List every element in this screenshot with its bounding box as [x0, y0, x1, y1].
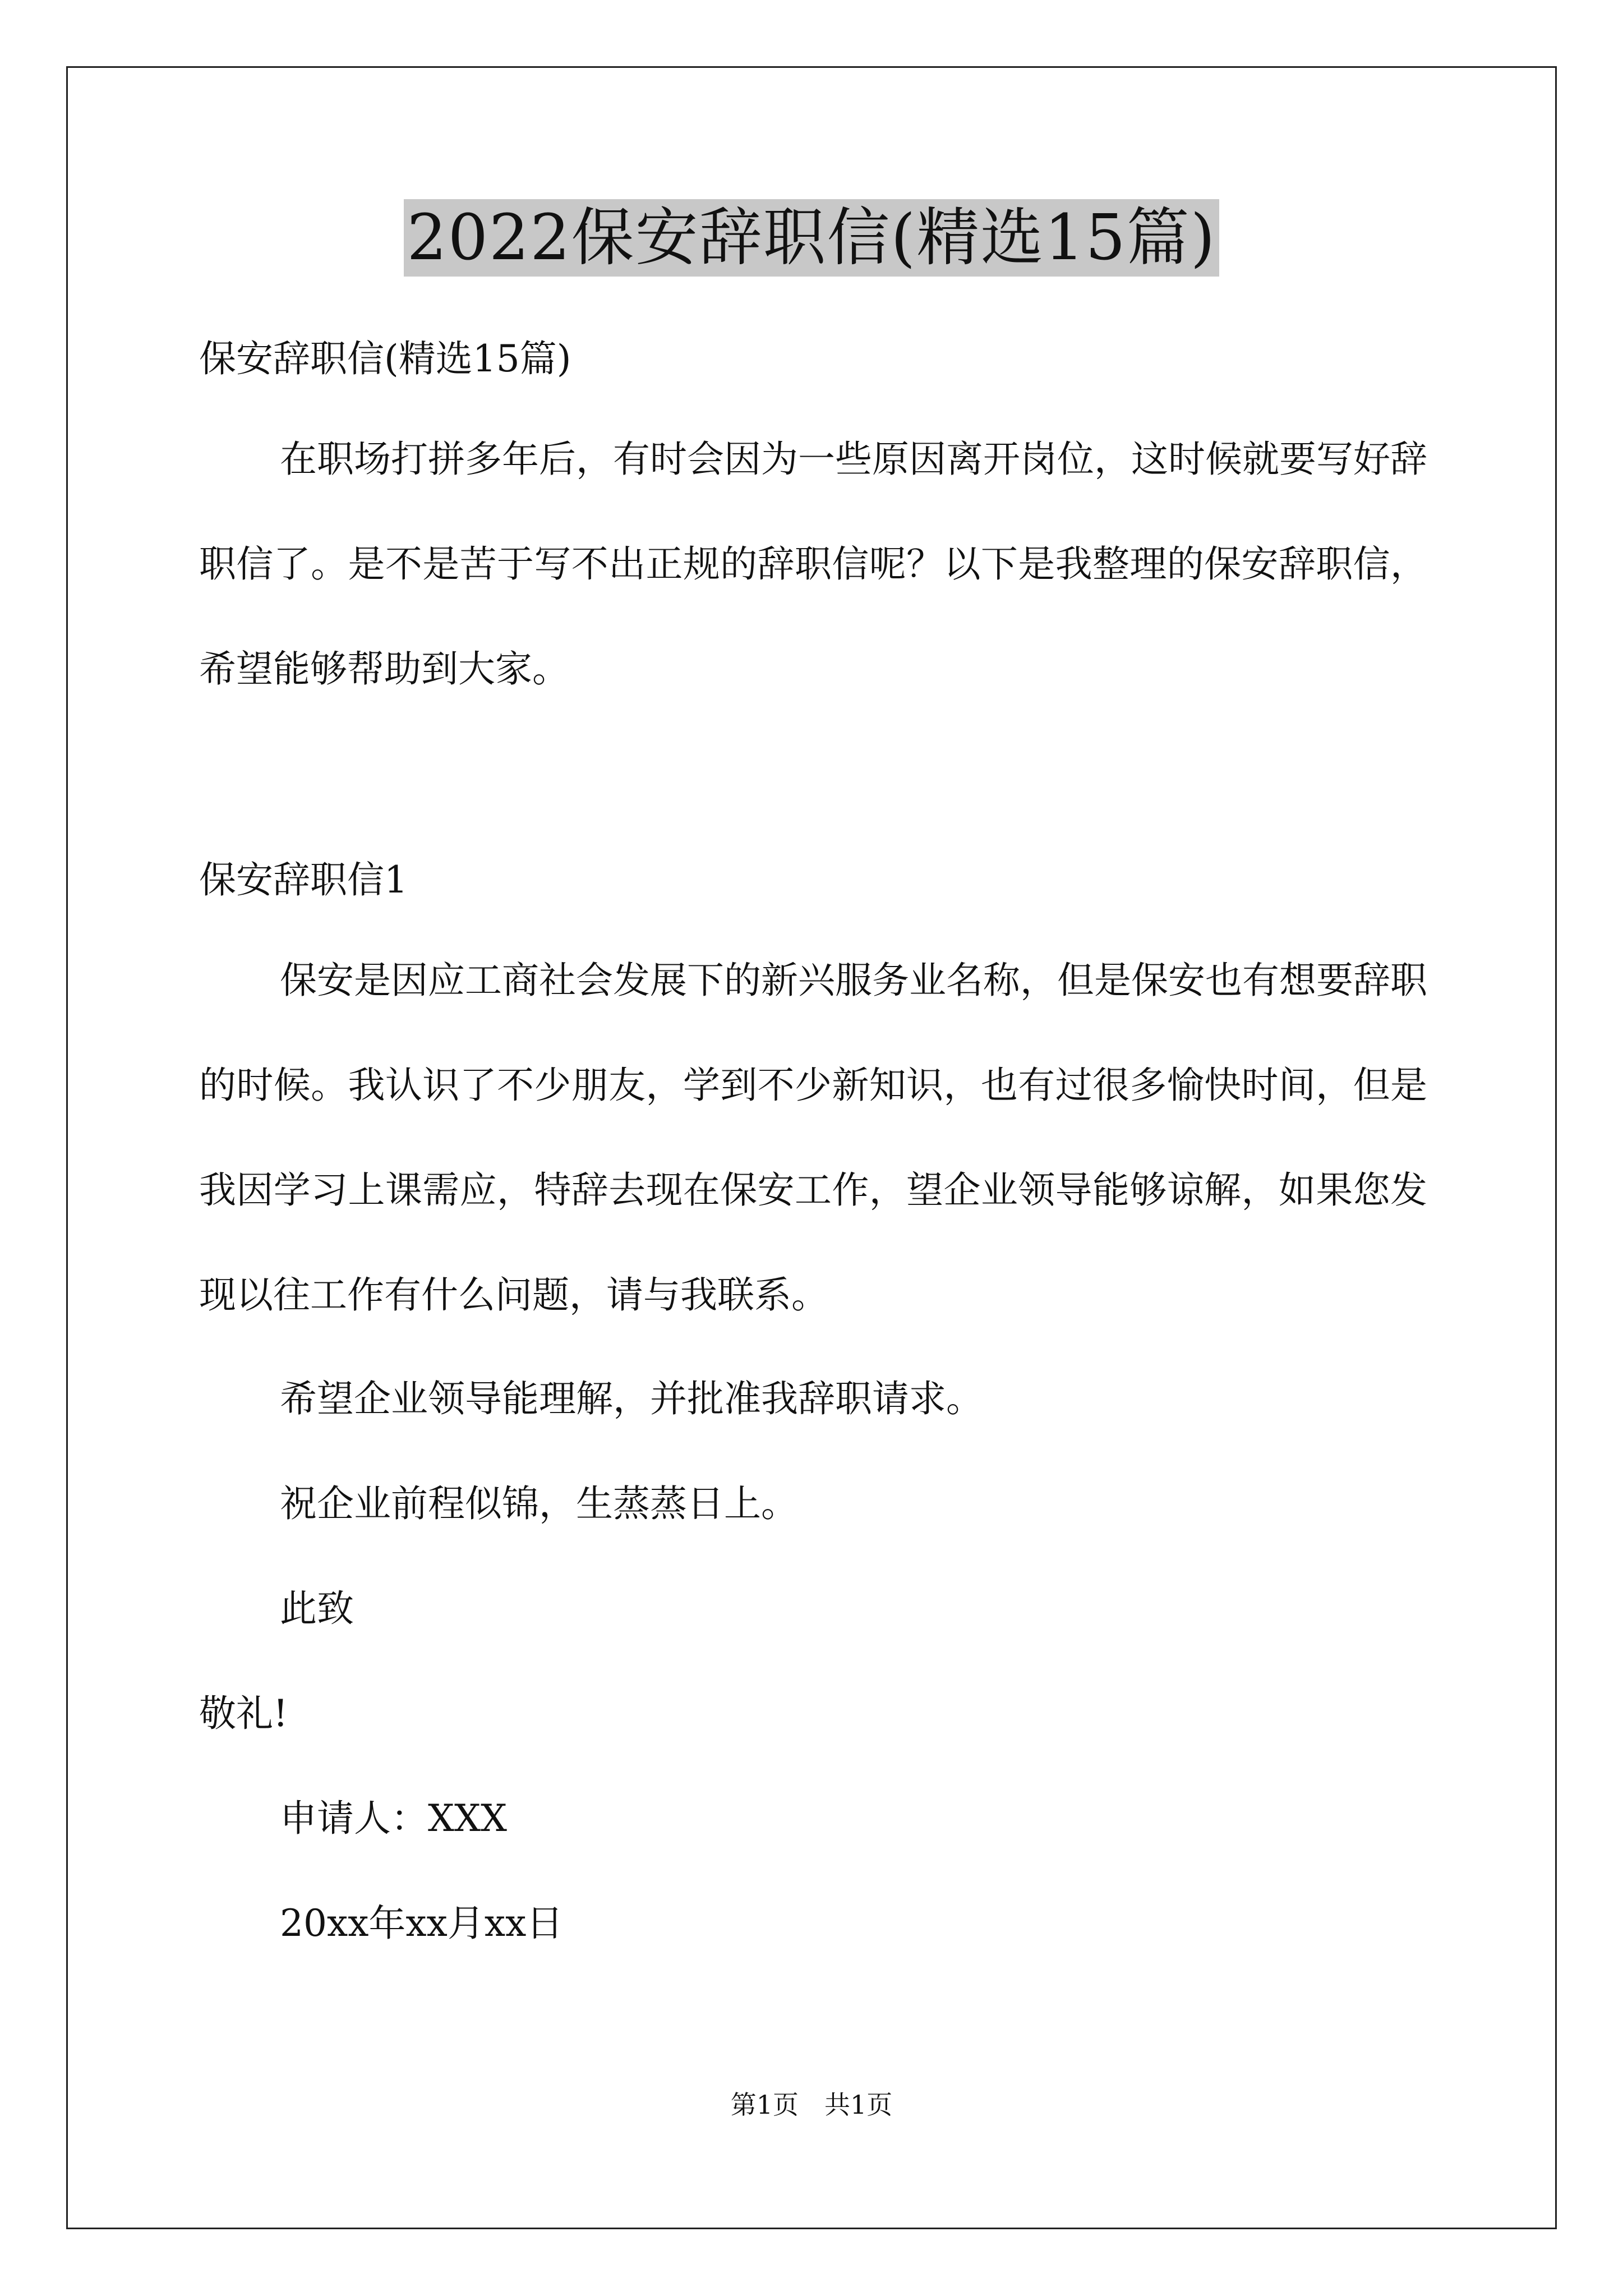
intro-paragraph: 在职场打拼多年后，有时会因为一些原因离开岗位，这时候就要写好辞职信了。是不是苦于写不出正规的辞职信呢？以下是我整理的保安辞职信，希望能够帮助到大家。: [199, 438, 1427, 691]
title-wrap: [0, 199, 1623, 277]
closing-salute: 敬礼!: [199, 1692, 288, 1735]
applicant-line: 申请人：XXX: [280, 1797, 507, 1840]
document-title: 2022保安辞职信(精选15篇): [404, 199, 1220, 277]
closing-greeting: 此致: [280, 1587, 354, 1630]
body-paragraph: 保安是因应工商社会发展下的新兴服务业名称，但是保安也有想要辞职的时候。我认识了不少朋友，学到不少新知识，也有过很多愉快时间，但是我因学习上课需应，特辞去现在保安工作，望企业领导能够谅解，如果您发现以往工作有什么问题，请与我联系。: [199, 959, 1427, 1317]
wish-line: 祝企业前程似锦，生蒸蒸日上。: [280, 1482, 798, 1525]
hope-line: 希望企业领导能理解，并批准我辞职请求。: [280, 1377, 983, 1420]
subtitle: 保安辞职信(精选15篇): [199, 337, 571, 380]
page-footer: 第1页 共1页: [730, 2090, 893, 2120]
date-line: 20xx年xx月xx日: [280, 1902, 564, 1945]
section-heading: 保安辞职信1: [199, 858, 408, 901]
document-body: [199, 297, 1427, 1952]
